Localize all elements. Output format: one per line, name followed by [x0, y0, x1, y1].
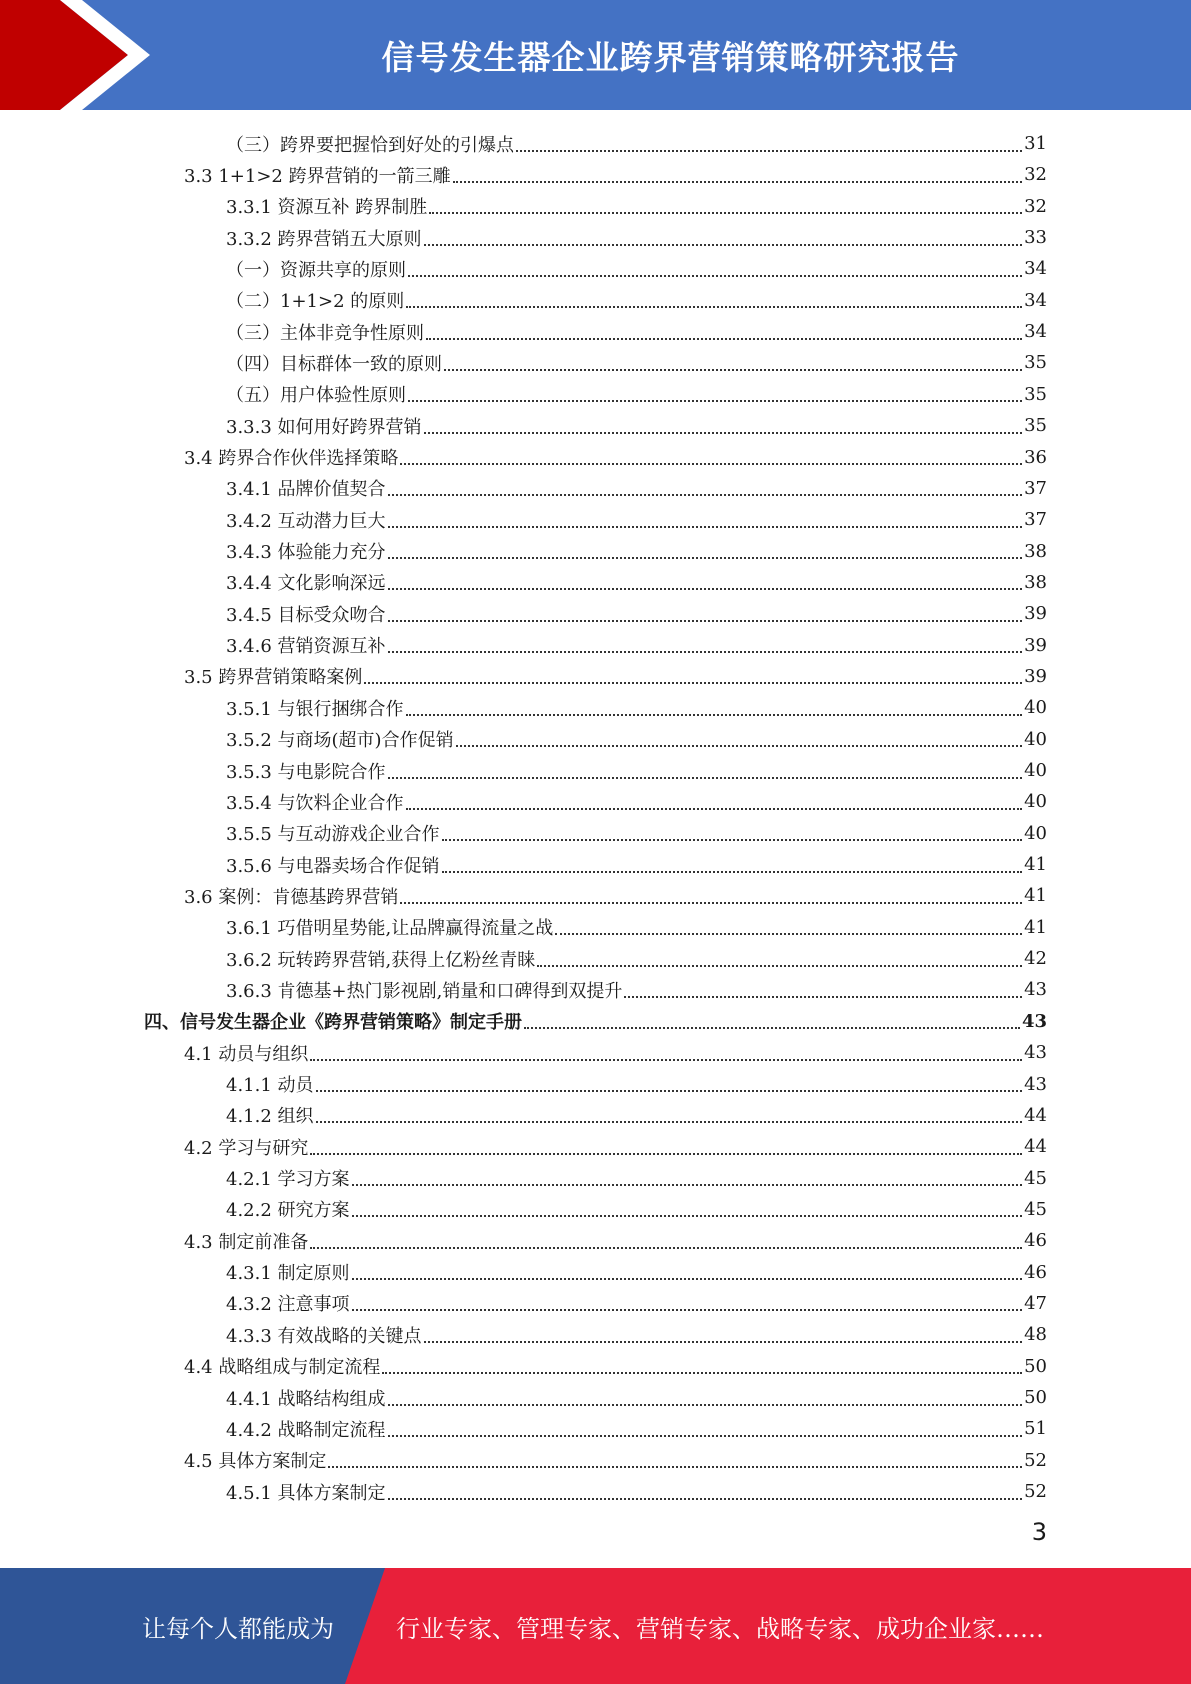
header-banner [0, 0, 1191, 110]
toc-entry-label: 4.1 动员与组织 [184, 1043, 309, 1065]
toc-entry[interactable] [226, 1382, 1047, 1413]
toc-entry-label: 3.3.3 如何用好跨界营销 [226, 416, 422, 438]
toc-entry[interactable] [226, 1163, 1047, 1194]
toc-entry-page: 39 [1024, 634, 1047, 656]
toc-entry-label: 3.5.6 与电器卖场合作促销 [226, 855, 440, 877]
toc-entry-label: 3.4.3 体验能力充分 [226, 542, 386, 564]
toc-leader-dots [408, 382, 1022, 402]
toc-leader-dots [352, 1166, 1023, 1186]
toc-entry-label: 3.6 案例：肯德基跨界营销 [184, 886, 399, 908]
toc-entry-page: 39 [1024, 665, 1047, 687]
toc-entry-label: （三）跨界要把握恰到好处的引爆点 [226, 134, 514, 156]
toc-entry-page: 48 [1024, 1324, 1047, 1346]
toc-entry-page: 38 [1024, 540, 1047, 562]
toc-entry-label: 3.3.2 跨界营销五大原则 [226, 228, 422, 250]
toc-leader-dots [456, 727, 1023, 747]
toc-leader-dots [426, 320, 1022, 340]
toc-entry-label: 四、信号发生器企业《跨界营销策略》制定手册 [144, 1012, 522, 1034]
toc-entry-label: 3.6.3 肯德基+热门影视剧,销量和口碑得到双提升 [226, 980, 623, 1002]
toc-entry-label: 3.4.6 营销资源互补 [226, 636, 386, 658]
toc-entry[interactable] [226, 1319, 1047, 1350]
toc-entry[interactable] [184, 1351, 1047, 1382]
toc-leader-dots [555, 915, 1022, 935]
toc-leader-dots [352, 1291, 1023, 1311]
toc-entry[interactable] [226, 316, 1047, 347]
toc-entry-page: 44 [1024, 1104, 1047, 1126]
toc-leader-dots [364, 664, 1022, 684]
toc-entry-label: 4.5.1 具体方案制定 [226, 1482, 386, 1504]
toc-entry-page: 43 [1024, 979, 1047, 1001]
toc-entry-page: 47 [1024, 1292, 1047, 1314]
toc-leader-dots [408, 257, 1022, 277]
toc-entry-page: 46 [1024, 1261, 1047, 1283]
toc-entry-label: 3.5.5 与互动游戏企业合作 [226, 824, 440, 846]
toc-leader-dots [382, 1354, 1022, 1374]
toc-leader-dots [388, 1480, 1023, 1500]
toc-leader-dots [442, 821, 1023, 841]
toc-entry[interactable] [226, 598, 1047, 629]
toc-entry-label: （一）资源共享的原则 [226, 259, 406, 281]
toc-entry-label: 4.4.1 战略结构组成 [226, 1388, 386, 1410]
toc-entry-page: 44 [1024, 1136, 1047, 1158]
toc-entry[interactable] [184, 1131, 1047, 1162]
toc-entry-label: 3.4 跨界合作伙伴选择策略 [184, 448, 399, 469]
toc-entry-page: 34 [1024, 289, 1047, 311]
toc-entry-page: 50 [1024, 1387, 1047, 1408]
toc-leader-dots [537, 947, 1022, 967]
footer-banner [0, 1568, 1191, 1684]
toc-entry-page: 40 [1024, 822, 1047, 844]
toc-entry[interactable] [226, 1100, 1047, 1131]
toc-entry[interactable] [184, 661, 1047, 692]
toc-entry[interactable] [226, 222, 1047, 253]
toc-leader-dots [352, 1197, 1023, 1217]
toc-entry-label: 3.6.1 巧借明星势能,让品牌赢得流量之战 [226, 918, 554, 940]
toc-leader-dots [310, 1135, 1022, 1155]
toc-entry[interactable] [226, 285, 1047, 316]
toc-entry[interactable] [226, 1194, 1047, 1225]
toc-entry-label: 4.1.1 动员 [226, 1075, 314, 1096]
toc-entry[interactable] [226, 1257, 1047, 1288]
toc-leader-dots [388, 508, 1023, 528]
toc-entry-page: 37 [1024, 509, 1047, 531]
toc-entry-label: （五）用户体验性原则 [226, 385, 406, 407]
toc-entry[interactable] [226, 128, 1047, 159]
toc-leader-dots [516, 132, 1022, 152]
toc-entry-label: 3.4.4 文化影响深远 [226, 573, 386, 595]
toc-entry[interactable] [226, 473, 1047, 504]
toc-entry-page: 45 [1024, 1167, 1047, 1189]
toc-entry-page: 42 [1024, 948, 1047, 970]
toc-leader-dots [424, 1323, 1023, 1343]
toc-leader-dots [406, 696, 1023, 716]
toc-entry[interactable] [226, 410, 1047, 441]
toc-entry[interactable] [184, 1037, 1047, 1068]
toc-entry-page: 52 [1024, 1449, 1047, 1471]
toc-entry-label: 4.2.1 学习方案 [226, 1169, 350, 1191]
toc-entry[interactable] [184, 442, 1047, 473]
toc-entry-page: 52 [1024, 1481, 1047, 1503]
toc-entry[interactable] [226, 1288, 1047, 1319]
toc-entry[interactable] [226, 253, 1047, 284]
toc-entry[interactable] [226, 567, 1047, 598]
toc-entry-label: 4.3.1 制定原则 [226, 1263, 350, 1285]
toc-entry[interactable] [226, 974, 1047, 1005]
toc-leader-dots [310, 1041, 1022, 1061]
toc-entry[interactable] [226, 1069, 1047, 1100]
document-title: 信号发生器企业跨界营销策略研究报告 [381, 37, 960, 77]
toc-leader-dots [388, 476, 1023, 496]
toc-leader-dots [388, 633, 1023, 653]
toc-entry[interactable] [226, 724, 1047, 755]
toc-entry-page: 46 [1024, 1230, 1047, 1252]
toc-entry-page: 34 [1024, 321, 1047, 343]
toc-entry-label: 3.5.1 与银行捆绑合作 [226, 698, 404, 720]
toc-entry-label: 4.4.2 战略制定流程 [226, 1419, 386, 1441]
toc-entry-label: 3.5 跨界营销策略案例 [184, 667, 363, 689]
toc-entry-label: 4.4 战略组成与制定流程 [184, 1357, 381, 1379]
toc-entry[interactable] [226, 849, 1047, 880]
toc-leader-dots [388, 1417, 1023, 1437]
footer-slogan-right: 行业专家、管理专家、营销专家、战略专家、成功企业家…… [396, 1614, 1044, 1643]
toc-entry-page: 41 [1024, 885, 1047, 907]
toc-leader-dots [624, 978, 1022, 998]
toc-entry-page: 40 [1024, 728, 1047, 750]
toc-entry-page: 31 [1024, 133, 1047, 154]
toc-leader-dots [442, 853, 1023, 873]
toc-leader-dots [424, 414, 1023, 434]
toc-entry-page: 39 [1024, 603, 1047, 625]
toc-entry-label: 3.4.5 目标受众吻合 [226, 604, 386, 626]
toc-entry-label: 4.2.2 研究方案 [226, 1200, 350, 1222]
toc-entry-page: 34 [1024, 258, 1047, 280]
toc-entry-label: （二）1+1>2 的原则 [226, 291, 405, 313]
toc-entry-page: 43 [1021, 1010, 1047, 1032]
toc-entry[interactable] [144, 1006, 1047, 1037]
toc-entry[interactable] [226, 1476, 1047, 1507]
toc-entry-page: 36 [1024, 446, 1047, 468]
toc-leader-dots [388, 602, 1023, 622]
footer-slogan-left: 让每个人都能成为 [142, 1614, 334, 1643]
toc-leader-dots [328, 1448, 1022, 1468]
toc-entry[interactable] [226, 786, 1047, 817]
toc-entry-page: 35 [1024, 352, 1047, 374]
toc-entry-page: 50 [1024, 1355, 1047, 1377]
toc-entry-label: 4.3.3 有效战略的关键点 [226, 1325, 422, 1347]
toc-leader-dots [352, 1260, 1023, 1280]
toc-entry-label: 4.2 学习与研究 [184, 1137, 309, 1159]
toc-leader-dots [400, 884, 1022, 904]
toc-entry-label: （三）主体非竞争性原则 [226, 322, 424, 344]
toc-entry-page: 37 [1024, 477, 1047, 499]
toc-entry[interactable] [226, 943, 1047, 974]
page-number: 3 [1031, 1518, 1047, 1546]
toc-entry[interactable] [226, 1413, 1047, 1444]
toc-leader-dots [453, 163, 1023, 183]
toc-entry-label: 3.4.1 品牌价值契合 [226, 479, 386, 501]
toc-entry[interactable] [226, 536, 1047, 567]
toc-entry[interactable] [226, 379, 1047, 410]
toc-entry[interactable] [184, 159, 1047, 190]
toc-entry-label: （四）目标群体一致的原则 [226, 353, 442, 375]
toc-entry-label: 3.3.1 资源互补 跨界制胜 [226, 197, 428, 219]
toc-entry-label: 4.3 制定前准备 [184, 1231, 309, 1253]
toc-entry-page: 51 [1024, 1418, 1047, 1440]
toc-entry[interactable] [226, 818, 1047, 849]
toc-entry-label: 4.3.2 注意事项 [226, 1294, 350, 1316]
toc-leader-dots [406, 790, 1023, 810]
toc-entry-label: 3.4.2 互动潜力巨大 [226, 510, 386, 532]
toc-entry[interactable] [226, 692, 1047, 723]
toc-leader-dots [388, 539, 1023, 559]
toc-leader-dots [316, 1103, 1023, 1123]
toc-entry-page: 40 [1024, 791, 1047, 813]
toc-leader-dots [388, 570, 1023, 590]
toc-leader-dots [406, 288, 1022, 308]
toc-entry[interactable] [184, 1445, 1047, 1476]
toc-entry[interactable] [184, 880, 1047, 911]
toc-entry-page: 35 [1024, 383, 1047, 405]
toc-leader-dots [400, 445, 1022, 465]
toc-entry-page: 33 [1024, 227, 1047, 249]
toc-entry-page: 43 [1024, 1042, 1047, 1064]
toc-entry-label: 3.5.4 与饮料企业合作 [226, 792, 404, 814]
toc-entry-label: 3.3 1+1>2 跨界营销的一箭三雕 [184, 165, 451, 187]
toc-leader-dots [316, 1072, 1023, 1092]
toc-leader-dots [444, 351, 1022, 371]
toc-entry-page: 40 [1024, 697, 1047, 719]
toc-leader-dots [310, 1229, 1022, 1249]
toc-leader-dots [429, 194, 1022, 214]
toc-entry[interactable] [226, 191, 1047, 222]
toc-entry[interactable] [226, 755, 1047, 786]
toc-entry[interactable] [226, 630, 1047, 661]
toc-entry-page: 32 [1024, 195, 1047, 217]
toc-leader-dots [524, 1009, 1020, 1029]
toc-entry[interactable] [226, 504, 1047, 535]
toc-leader-dots [424, 226, 1023, 246]
toc-entry[interactable] [226, 912, 1047, 943]
toc-leader-dots [388, 1386, 1023, 1406]
toc-entry-page: 38 [1024, 571, 1047, 593]
toc-entry-label: 3.5.3 与电影院合作 [226, 761, 386, 783]
toc-leader-dots [388, 759, 1023, 779]
toc-entry[interactable] [184, 1225, 1047, 1256]
toc-entry[interactable] [226, 347, 1047, 378]
toc-entry-page: 41 [1024, 916, 1047, 938]
toc-entry-page: 40 [1024, 760, 1047, 781]
toc-entry-label: 4.5 具体方案制定 [184, 1451, 327, 1473]
toc-entry-label: 3.5.2 与商场(超市)合作促销 [226, 730, 454, 752]
toc-entry-page: 45 [1024, 1198, 1047, 1220]
toc-entry-page: 32 [1024, 164, 1047, 186]
toc-entry-page: 43 [1024, 1073, 1047, 1095]
toc-entry-label: 3.6.2 玩转跨界营销,获得上亿粉丝青睐 [226, 949, 536, 971]
toc-entry-page: 41 [1024, 854, 1047, 876]
toc-entry-label: 4.1.2 组织 [226, 1106, 314, 1128]
toc-entry-page: 35 [1024, 415, 1047, 437]
